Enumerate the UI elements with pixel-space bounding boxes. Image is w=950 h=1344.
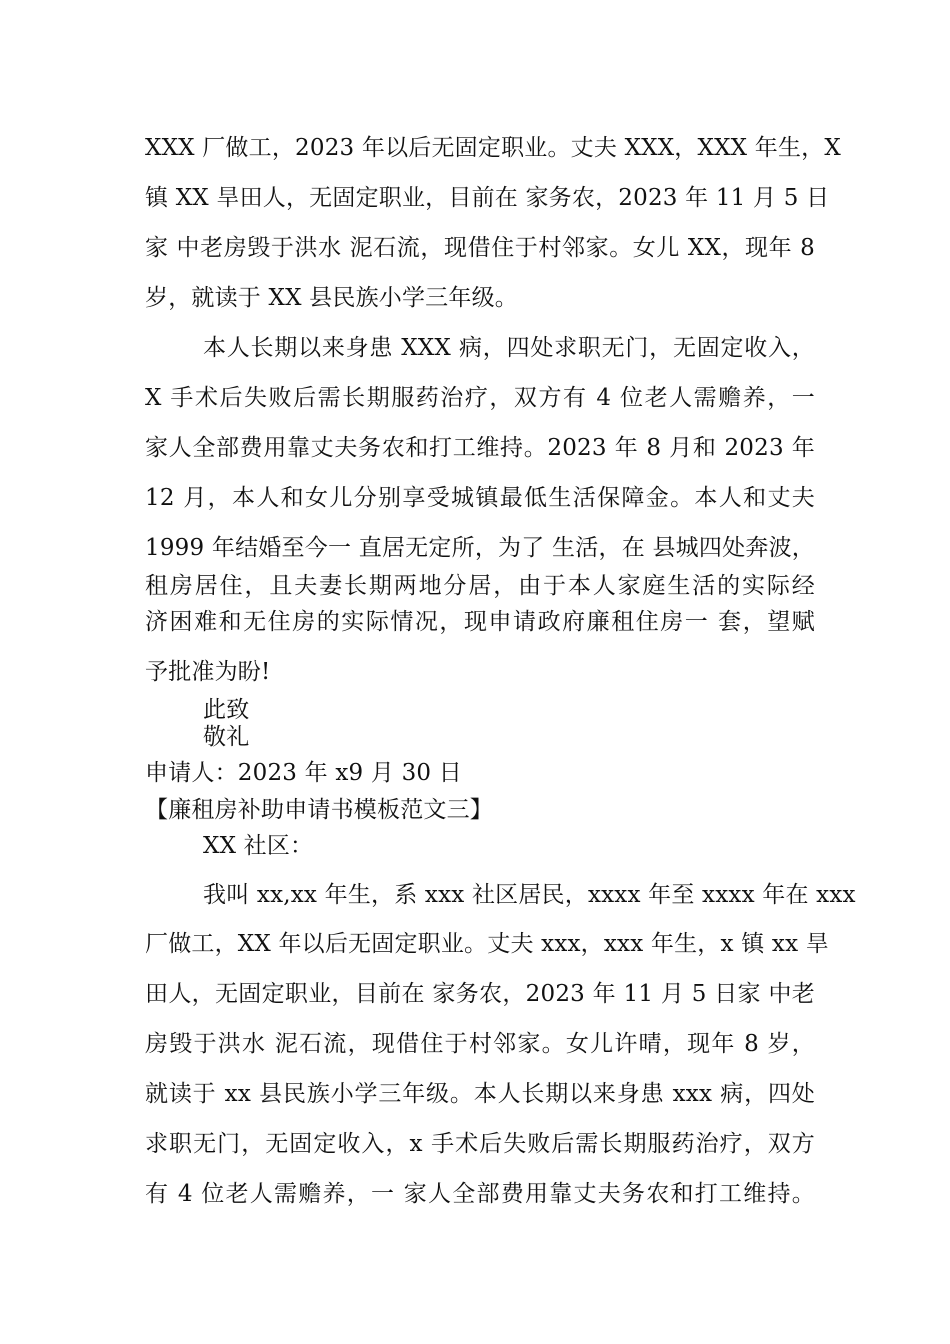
paragraph-3-line-7: 有 4 位老人需赡养，一 家人全部费用靠丈夫务农和打工维持。 bbox=[145, 1181, 815, 1207]
addressee: XX 社区： bbox=[203, 833, 314, 859]
paragraph-3-line-4: 房毁于洪水 泥石流，现借住于村邻家。女儿许晴，现年 8 岁， bbox=[145, 1031, 815, 1057]
signature-line: 申请人：2023 年 x9 月 30 日 bbox=[145, 760, 462, 786]
paragraph-2-line-7: 济困难和无住房的实际情况，现申请政府廉租住房一 套，望赋 bbox=[145, 609, 815, 635]
salutation-jingli: 敬礼 bbox=[203, 724, 250, 750]
paragraph-2-line-1: 本人长期以来身患 XXX 病，四处求职无门，无固定收入， bbox=[203, 335, 815, 361]
paragraph-2-line-6: 租房居住，且夫妻长期两地分居，由于本人家庭生活的实际经 bbox=[145, 573, 815, 599]
paragraph-1-line-3: 家 中老房毁于洪水 泥石流，现借住于村邻家。女儿 XX，现年 8 bbox=[145, 235, 815, 261]
paragraph-3-line-5: 就读于 xx 县民族小学三年级。本人长期以来身患 xxx 病，四处 bbox=[145, 1081, 815, 1107]
paragraph-3-line-2: 厂做工，XX 年以后无固定职业。丈夫 xxx，xxx 年生，x 镇 xx 旱 bbox=[145, 931, 829, 957]
paragraph-3-line-6: 求职无门，无固定收入，x 手术后失败后需长期服药治疗，双方 bbox=[145, 1131, 815, 1157]
paragraph-1-line-2: 镇 XX 旱田人，无固定职业，目前在 家务农，2023 年 11 月 5 日 bbox=[145, 185, 830, 211]
paragraph-3-line-3: 田人，无固定职业，目前在 家务农，2023 年 11 月 5 日家 中老 bbox=[145, 981, 815, 1007]
paragraph-1-line-4: 岁，就读于 XX 县民族小学三年级。 bbox=[145, 285, 518, 311]
section-title: 【廉租房补助申请书模板范文三】 bbox=[145, 797, 493, 823]
paragraph-3-line-1: 我叫 xx,xx 年生，系 xxx 社区居民，xxxx 年至 xxxx 年在 xxx bbox=[203, 882, 856, 908]
paragraph-2-line-3: 家人全部费用靠丈夫务农和打工维持。2023 年 8 月和 2023 年 bbox=[145, 435, 815, 461]
paragraph-2-line-2: X 手术后失败后需长期服药治疗，双方有 4 位老人需赡养，一 bbox=[145, 385, 815, 411]
salutation-cizhi: 此致 bbox=[203, 697, 250, 723]
paragraph-2-line-8: 予批准为盼! bbox=[145, 659, 271, 685]
paragraph-1-line-1: XXX 厂做工，2023 年以后无固定职业。丈夫 XXX，XXX 年生，X bbox=[145, 135, 841, 161]
paragraph-2-line-5: 1999 年结婚至今一 直居无定所，为了 生活，在 县城四处奔波， bbox=[145, 535, 815, 561]
paragraph-2-line-4: 12 月，本人和女儿分别享受城镇最低生活保障金。本人和丈夫 bbox=[145, 485, 815, 511]
